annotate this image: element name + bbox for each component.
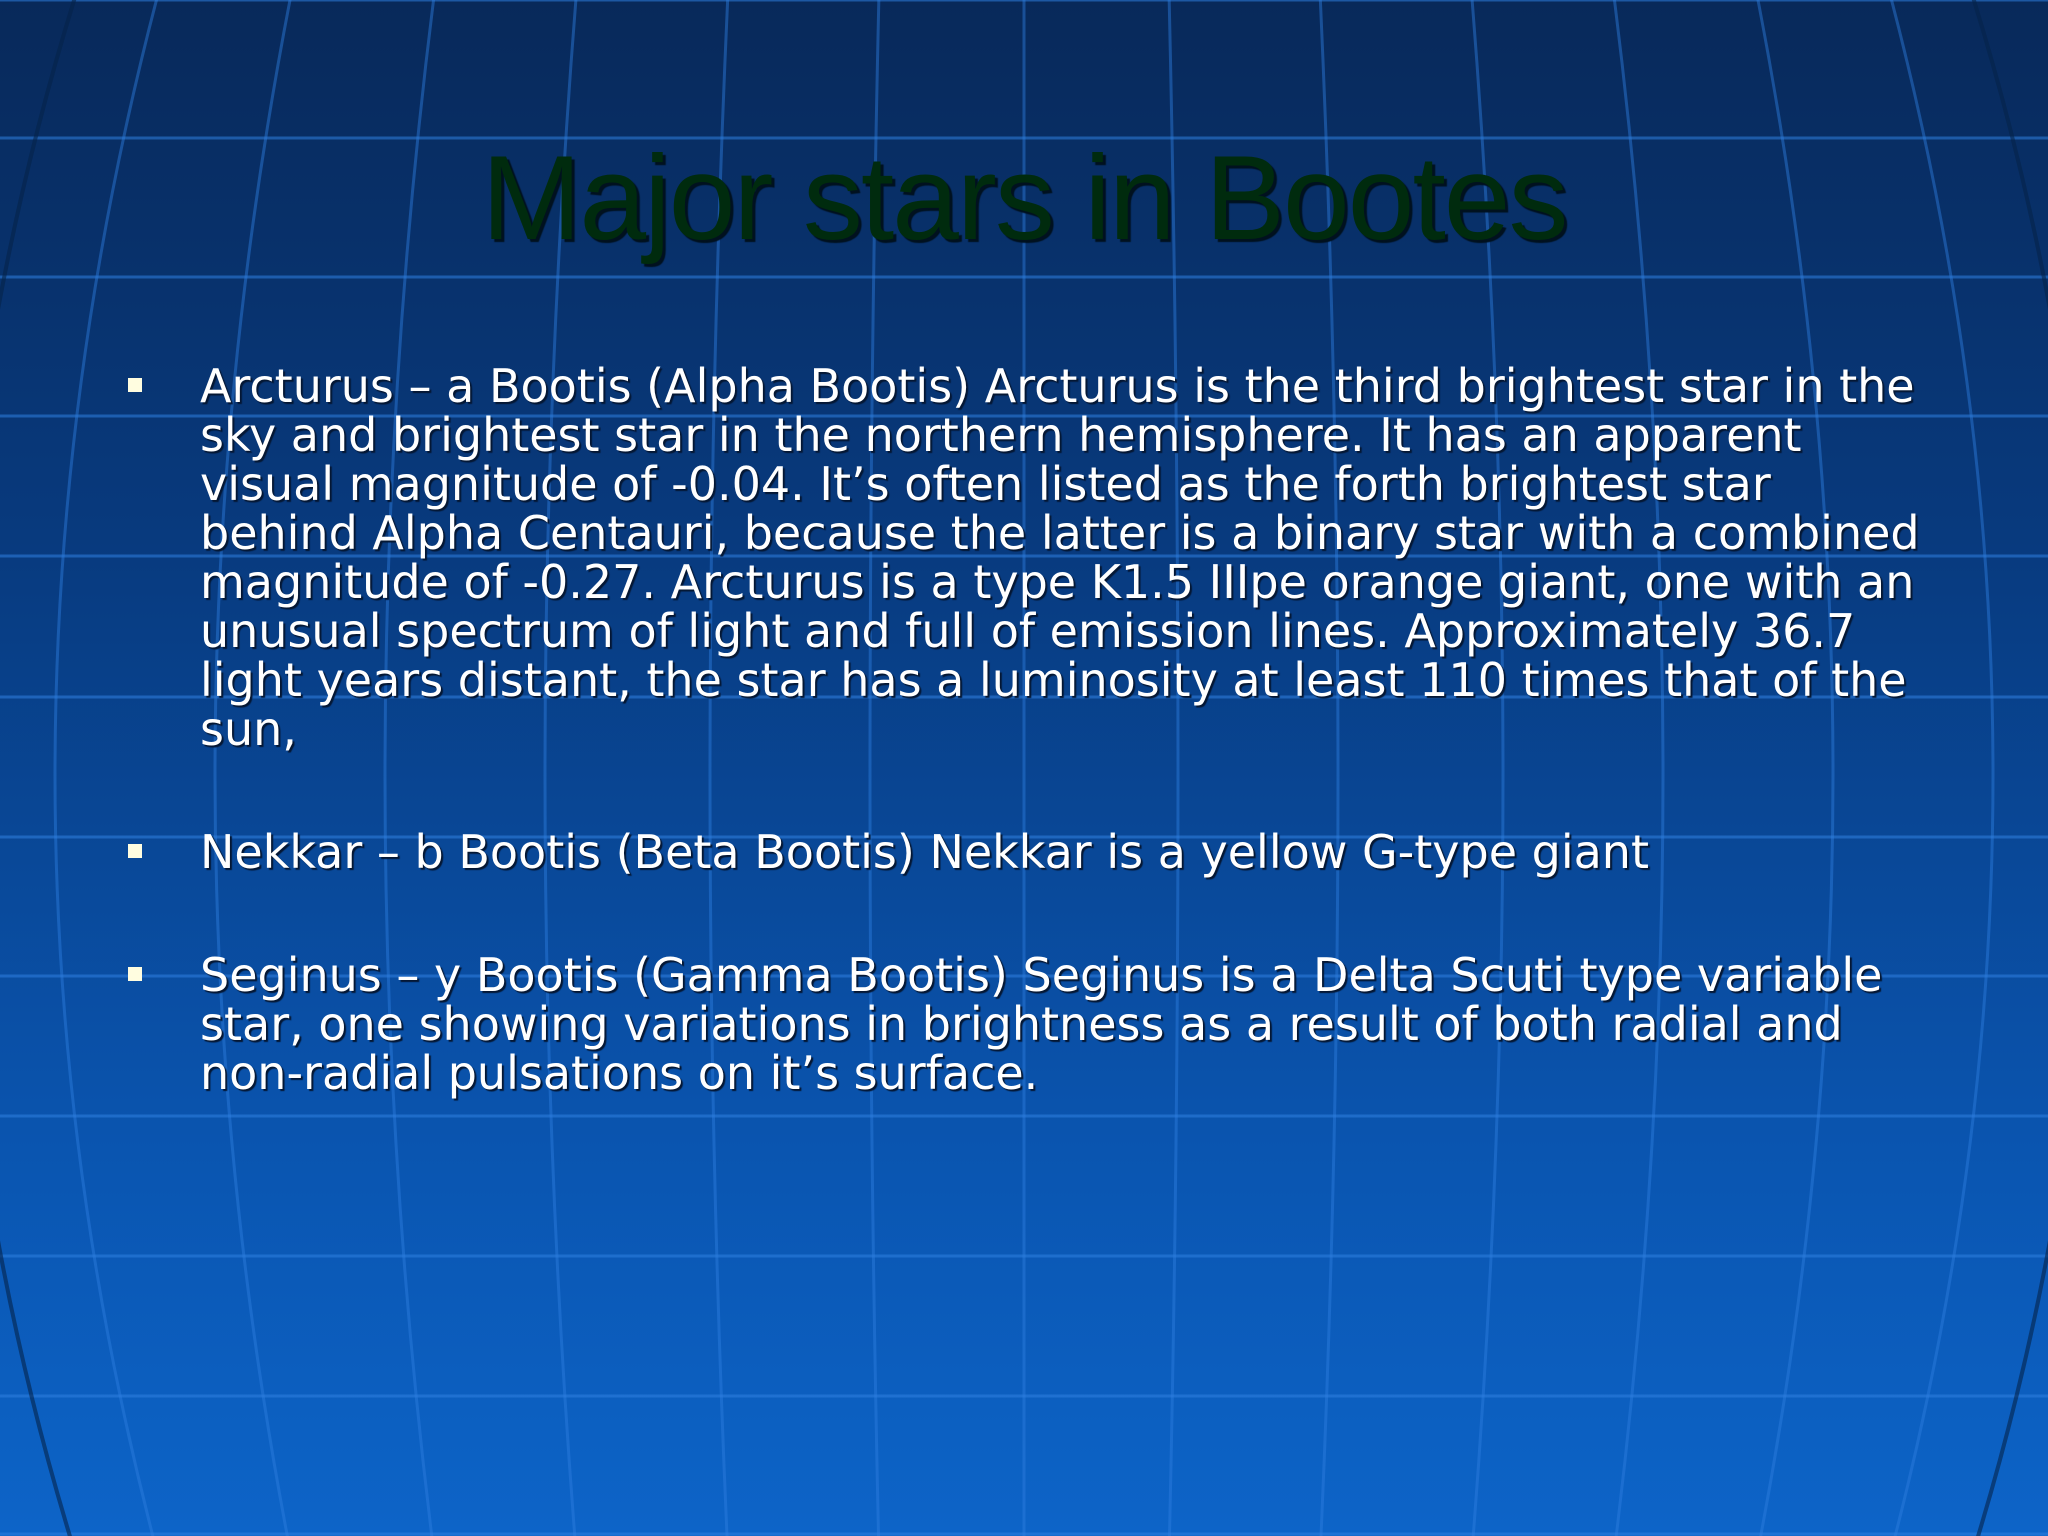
bullet-text: Seginus – y Bootis (Gamma Bootis) Seginus is a Delta Scuti type variable star, one showing variations in brightness as a result of both radial and non-radial pulsations on it’s surface. [200, 948, 1883, 1100]
list-item [0, 825, 2048, 879]
bullet-text: Nekkar – b Bootis (Beta Bootis) Nekkar is a yellow G-type giant [200, 825, 1649, 879]
list-item [0, 948, 2048, 1100]
page-title: Major stars in Bootes [481, 131, 1567, 265]
bullet-text: Arcturus – a Bootis (Alpha Bootis) Arcturus is the third brightest star in the sky and brightest star in the northern hemisphere. It has an apparent visual magnitude of -0.04. It’s often listed as the forth brightest star behind Alpha Centauri, because the latter is a binary star with a combined magnitude of -0.27. Arcturus is a type K1.5 IIIpe orange giant, one with an unusual spectrum of light and full of emission lines. Approximately 36.7 light years distant, the star has a luminosity at least 110 times that of the sun, [200, 359, 1920, 756]
square-bullet-icon [128, 967, 142, 981]
bullet-list [0, 359, 2048, 1172]
square-bullet-icon [128, 378, 142, 392]
list-item [0, 359, 2048, 756]
square-bullet-icon [128, 844, 142, 858]
